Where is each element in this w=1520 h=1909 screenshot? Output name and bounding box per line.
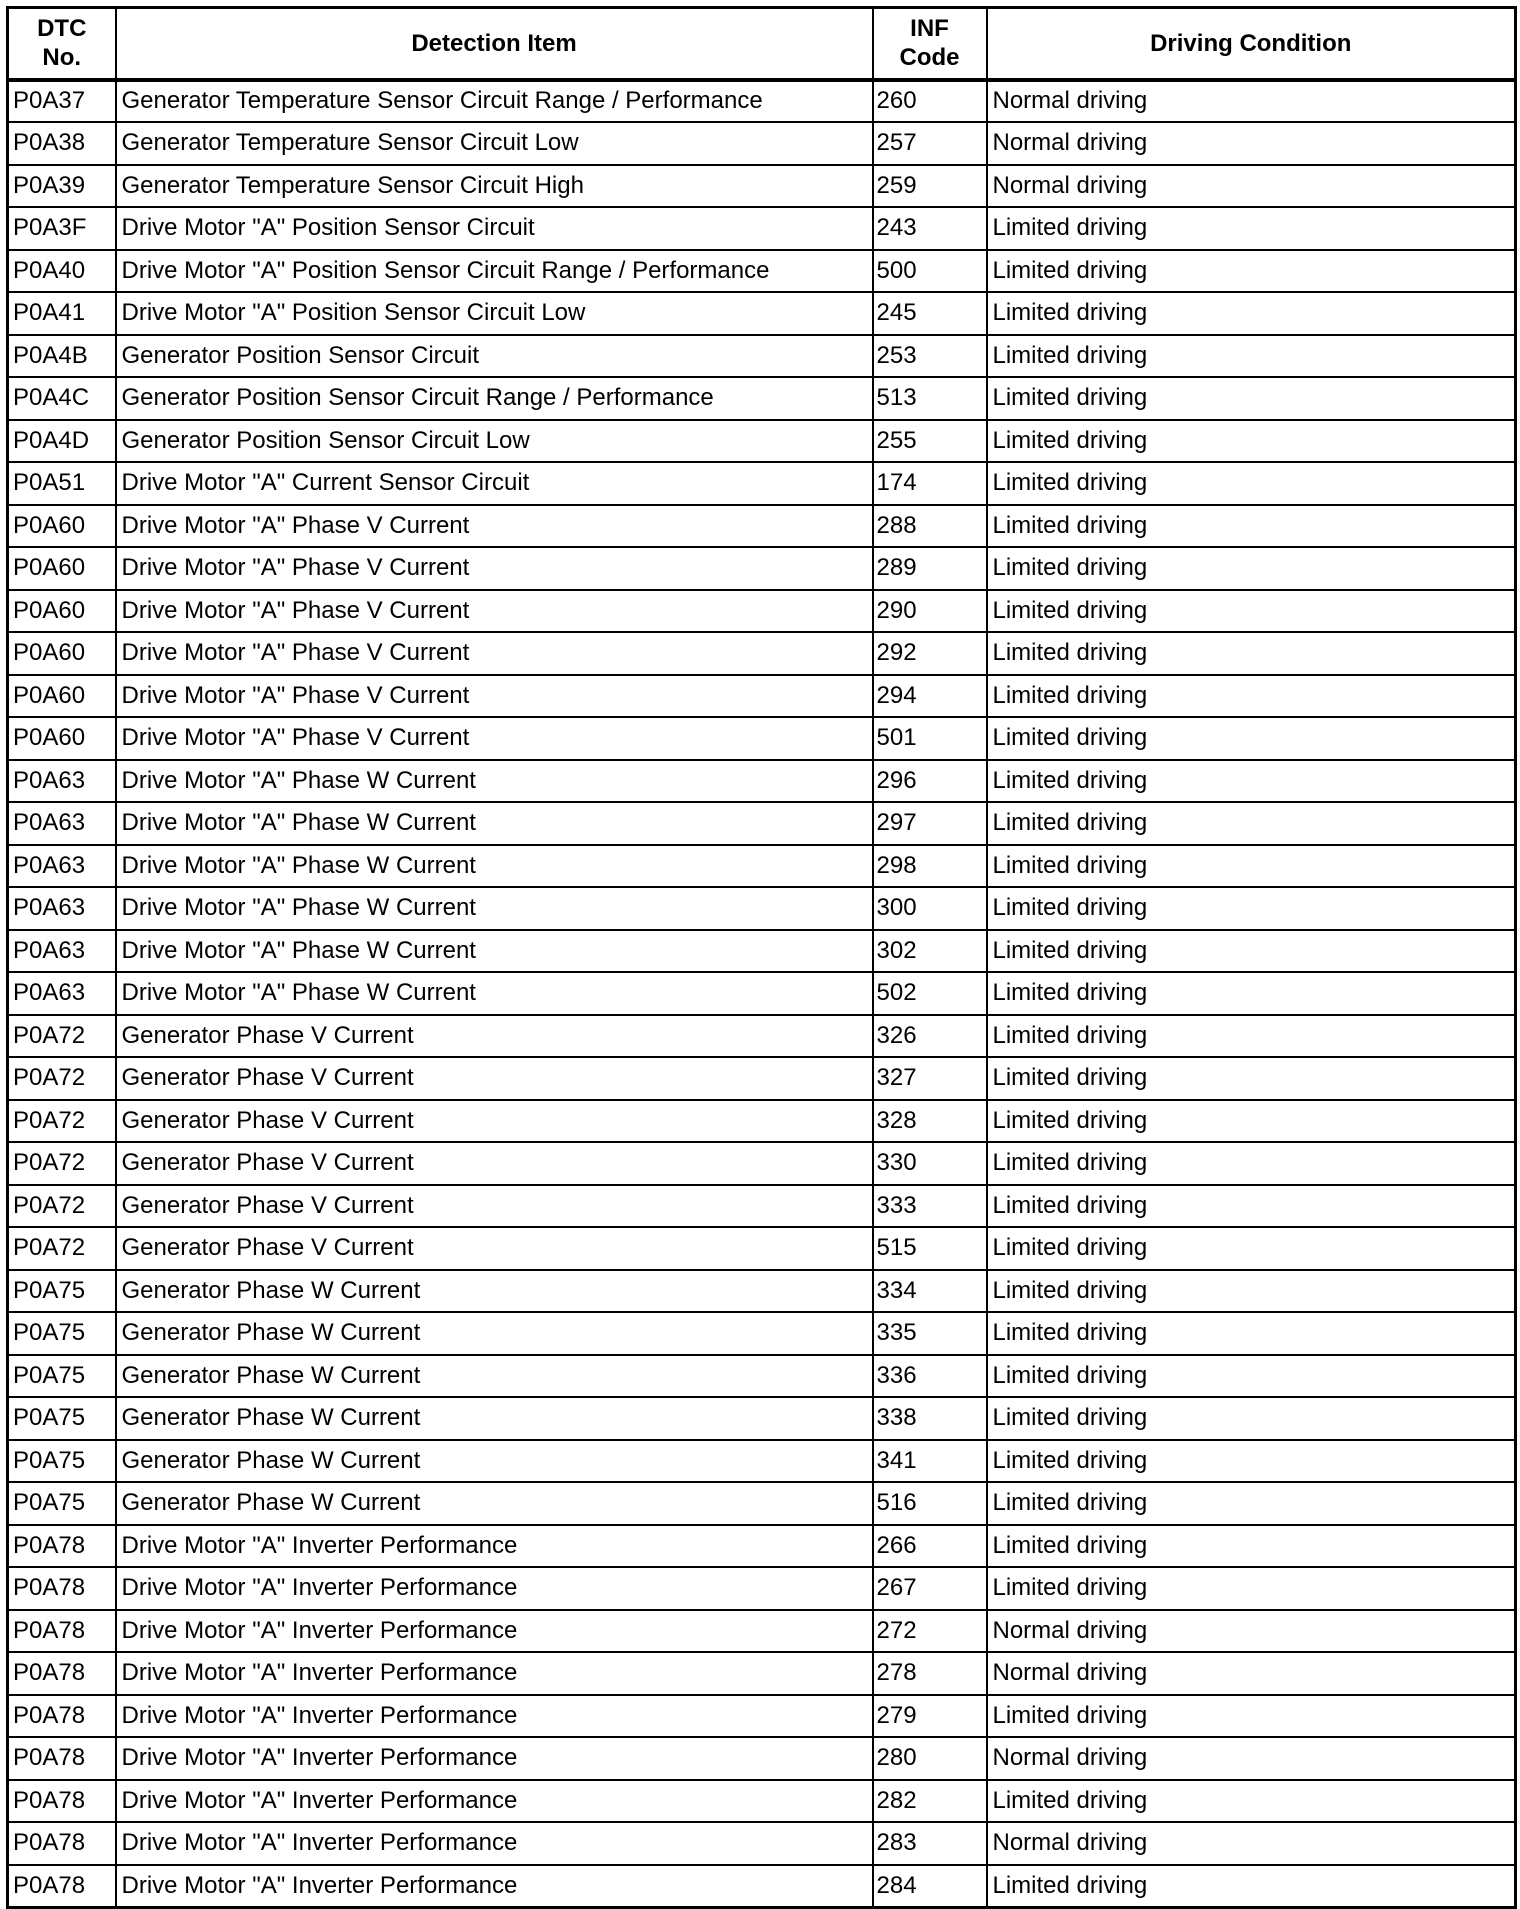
detection-item-cell: Generator Phase V Current: [116, 1142, 873, 1185]
table-row: [8, 505, 1516, 548]
dtc-code-cell: P0A75: [8, 1355, 116, 1398]
table-row: [8, 1142, 1516, 1185]
inf-code-cell: 267: [873, 1567, 987, 1610]
table-row: [8, 1397, 1516, 1440]
detection-item-cell: Drive Motor "A" Inverter Performance: [116, 1567, 873, 1610]
inf-code-cell: 243: [873, 207, 987, 250]
dtc-code-cell: P0A78: [8, 1865, 116, 1908]
driving-condition-cell: Limited driving: [987, 547, 1516, 590]
detection-item-cell: Drive Motor "A" Inverter Performance: [116, 1610, 873, 1653]
detection-item-cell: Drive Motor "A" Inverter Performance: [116, 1865, 873, 1908]
detection-item-cell: Generator Phase W Current: [116, 1482, 873, 1525]
detection-item-cell: Generator Phase V Current: [116, 1185, 873, 1228]
detection-item-cell: Generator Phase V Current: [116, 1227, 873, 1270]
inf-code-cell: 280: [873, 1737, 987, 1780]
driving-condition-cell: Limited driving: [987, 675, 1516, 718]
dtc-code-cell: P0A63: [8, 887, 116, 930]
table-row: [8, 1015, 1516, 1058]
driving-condition-cell: Normal driving: [987, 80, 1516, 123]
table-row: [8, 1312, 1516, 1355]
inf-code-cell: 328: [873, 1100, 987, 1143]
driving-condition-cell: Limited driving: [987, 1865, 1516, 1908]
driving-condition-cell: Limited driving: [987, 887, 1516, 930]
dtc-code-cell: P0A60: [8, 632, 116, 675]
driving-condition-cell: Limited driving: [987, 1482, 1516, 1525]
detection-item-cell: Drive Motor "A" Phase W Current: [116, 972, 873, 1015]
dtc-code-cell: P0A60: [8, 717, 116, 760]
detection-item-cell: Generator Position Sensor Circuit Low: [116, 420, 873, 463]
detection-item-cell: Drive Motor "A" Inverter Performance: [116, 1695, 873, 1738]
table-row: [8, 972, 1516, 1015]
table-row: [8, 1227, 1516, 1270]
table-row: [8, 590, 1516, 633]
dtc-table: [6, 6, 1517, 1909]
detection-item-cell: Drive Motor "A" Phase W Current: [116, 930, 873, 973]
detection-item-cell: Drive Motor "A" Position Sensor Circuit Range / Performance: [116, 250, 873, 293]
dtc-code-cell: P0A63: [8, 760, 116, 803]
driving-condition-cell: Limited driving: [987, 1185, 1516, 1228]
table-row: [8, 462, 1516, 505]
inf-code-cell: 296: [873, 760, 987, 803]
dtc-code-cell: P0A78: [8, 1525, 116, 1568]
detection-item-cell: Drive Motor "A" Phase V Current: [116, 675, 873, 718]
header-dtc-no: [8, 8, 116, 80]
inf-code-cell: 290: [873, 590, 987, 633]
inf-code-cell: 326: [873, 1015, 987, 1058]
driving-condition-cell: Normal driving: [987, 1610, 1516, 1653]
table-row: [8, 1652, 1516, 1695]
dtc-code-cell: P0A41: [8, 292, 116, 335]
inf-code-cell: 260: [873, 80, 987, 123]
driving-condition-cell: Limited driving: [987, 377, 1516, 420]
driving-condition-cell: Limited driving: [987, 1312, 1516, 1355]
inf-code-cell: 272: [873, 1610, 987, 1653]
inf-code-cell: 300: [873, 887, 987, 930]
dtc-code-cell: P0A3F: [8, 207, 116, 250]
header-detection-item: Detection Item: [116, 8, 873, 80]
driving-condition-cell: Limited driving: [987, 462, 1516, 505]
driving-condition-cell: Limited driving: [987, 845, 1516, 888]
detection-item-cell: Drive Motor "A" Phase W Current: [116, 887, 873, 930]
driving-condition-cell: Limited driving: [987, 590, 1516, 633]
dtc-code-cell: P0A63: [8, 972, 116, 1015]
table-row: [8, 207, 1516, 250]
inf-code-cell: 253: [873, 335, 987, 378]
detection-item-cell: Generator Position Sensor Circuit Range / Performance: [116, 377, 873, 420]
detection-item-cell: Drive Motor "A" Current Sensor Circuit: [116, 462, 873, 505]
detection-item-cell: Generator Phase W Current: [116, 1397, 873, 1440]
detection-item-cell: Generator Temperature Sensor Circuit High: [116, 165, 873, 208]
detection-item-cell: Drive Motor "A" Phase V Current: [116, 717, 873, 760]
driving-condition-cell: Limited driving: [987, 1567, 1516, 1610]
inf-code-cell: 500: [873, 250, 987, 293]
table-row: [8, 1780, 1516, 1823]
dtc-code-cell: P0A60: [8, 675, 116, 718]
dtc-code-cell: P0A39: [8, 165, 116, 208]
inf-code-cell: 284: [873, 1865, 987, 1908]
dtc-code-cell: P0A38: [8, 122, 116, 165]
table-row: [8, 930, 1516, 973]
inf-code-cell: 333: [873, 1185, 987, 1228]
dtc-code-cell: P0A4B: [8, 335, 116, 378]
table-row: [8, 1822, 1516, 1865]
dtc-code-cell: P0A75: [8, 1440, 116, 1483]
detection-item-cell: Generator Phase W Current: [116, 1270, 873, 1313]
driving-condition-cell: Limited driving: [987, 717, 1516, 760]
table-row: [8, 1695, 1516, 1738]
driving-condition-cell: Limited driving: [987, 1525, 1516, 1568]
inf-code-cell: 266: [873, 1525, 987, 1568]
dtc-code-cell: P0A63: [8, 802, 116, 845]
dtc-code-cell: P0A72: [8, 1015, 116, 1058]
detection-item-cell: Generator Phase V Current: [116, 1057, 873, 1100]
driving-condition-cell: Limited driving: [987, 420, 1516, 463]
driving-condition-cell: Limited driving: [987, 1695, 1516, 1738]
table-row: [8, 717, 1516, 760]
header-inf-code: [873, 8, 987, 80]
dtc-code-cell: P0A75: [8, 1397, 116, 1440]
driving-condition-cell: Limited driving: [987, 1015, 1516, 1058]
driving-condition-cell: Normal driving: [987, 1822, 1516, 1865]
dtc-code-cell: P0A4C: [8, 377, 116, 420]
inf-code-cell: 255: [873, 420, 987, 463]
table-body: [8, 80, 1516, 1908]
driving-condition-cell: Limited driving: [987, 1100, 1516, 1143]
table-row: [8, 292, 1516, 335]
table-row: [8, 377, 1516, 420]
inf-code-cell: 297: [873, 802, 987, 845]
table-row: [8, 547, 1516, 590]
driving-condition-cell: Limited driving: [987, 1142, 1516, 1185]
dtc-code-cell: P0A78: [8, 1695, 116, 1738]
table-row: [8, 1525, 1516, 1568]
inf-code-cell: 245: [873, 292, 987, 335]
dtc-code-cell: P0A60: [8, 590, 116, 633]
table-row: [8, 760, 1516, 803]
table-row: [8, 802, 1516, 845]
detection-item-cell: Drive Motor "A" Phase V Current: [116, 632, 873, 675]
inf-code-cell: 501: [873, 717, 987, 760]
table-row: [8, 335, 1516, 378]
detection-item-cell: Drive Motor "A" Position Sensor Circuit: [116, 207, 873, 250]
driving-condition-cell: Limited driving: [987, 1397, 1516, 1440]
detection-item-cell: Drive Motor "A" Inverter Performance: [116, 1652, 873, 1695]
dtc-code-cell: P0A63: [8, 930, 116, 973]
driving-condition-cell: Normal driving: [987, 1652, 1516, 1695]
driving-condition-cell: Normal driving: [987, 122, 1516, 165]
table-row: [8, 1185, 1516, 1228]
dtc-code-cell: P0A72: [8, 1227, 116, 1270]
detection-item-cell: Generator Temperature Sensor Circuit Low: [116, 122, 873, 165]
header-inf-code-line1: INF: [910, 15, 949, 43]
detection-item-cell: Generator Phase W Current: [116, 1440, 873, 1483]
dtc-code-cell: P0A72: [8, 1185, 116, 1228]
inf-code-cell: 278: [873, 1652, 987, 1695]
detection-item-cell: Drive Motor "A" Phase W Current: [116, 845, 873, 888]
table-row: [8, 1482, 1516, 1525]
dtc-code-cell: P0A78: [8, 1780, 116, 1823]
driving-condition-cell: Limited driving: [987, 802, 1516, 845]
dtc-code-cell: P0A63: [8, 845, 116, 888]
dtc-code-cell: P0A78: [8, 1567, 116, 1610]
table-row: [8, 1270, 1516, 1313]
table-row: [8, 1610, 1516, 1653]
detection-item-cell: Drive Motor "A" Phase W Current: [116, 802, 873, 845]
driving-condition-cell: Limited driving: [987, 1227, 1516, 1270]
detection-item-cell: Generator Phase W Current: [116, 1355, 873, 1398]
driving-condition-cell: Limited driving: [987, 250, 1516, 293]
inf-code-cell: 335: [873, 1312, 987, 1355]
inf-code-cell: 288: [873, 505, 987, 548]
dtc-code-cell: P0A60: [8, 547, 116, 590]
table-header: [8, 8, 1516, 80]
driving-condition-cell: Limited driving: [987, 1270, 1516, 1313]
driving-condition-cell: Limited driving: [987, 930, 1516, 973]
inf-code-cell: 292: [873, 632, 987, 675]
driving-condition-cell: Limited driving: [987, 1355, 1516, 1398]
header-row: [8, 8, 1516, 80]
header-driving-condition: Driving Condition: [987, 8, 1516, 80]
table-row: [8, 80, 1516, 123]
header-inf-code-line2: Code: [899, 44, 960, 72]
table-row: [8, 420, 1516, 463]
driving-condition-cell: Limited driving: [987, 972, 1516, 1015]
driving-condition-cell: Limited driving: [987, 1780, 1516, 1823]
inf-code-cell: 341: [873, 1440, 987, 1483]
detection-item-cell: Drive Motor "A" Position Sensor Circuit Low: [116, 292, 873, 335]
detection-item-cell: Drive Motor "A" Inverter Performance: [116, 1822, 873, 1865]
header-dtc-no-line2: No.: [42, 44, 82, 72]
detection-item-cell: Drive Motor "A" Phase V Current: [116, 547, 873, 590]
inf-code-cell: 298: [873, 845, 987, 888]
detection-item-cell: Generator Phase W Current: [116, 1312, 873, 1355]
dtc-code-cell: P0A78: [8, 1610, 116, 1653]
inf-code-cell: 336: [873, 1355, 987, 1398]
table-row: [8, 165, 1516, 208]
driving-condition-cell: Limited driving: [987, 1057, 1516, 1100]
dtc-code-cell: P0A72: [8, 1142, 116, 1185]
driving-condition-cell: Limited driving: [987, 335, 1516, 378]
header-dtc-no-line1: DTC: [37, 15, 87, 43]
dtc-code-cell: P0A75: [8, 1482, 116, 1525]
detection-item-cell: Drive Motor "A" Phase V Current: [116, 505, 873, 548]
inf-code-cell: 257: [873, 122, 987, 165]
detection-item-cell: Generator Position Sensor Circuit: [116, 335, 873, 378]
detection-item-cell: Drive Motor "A" Inverter Performance: [116, 1737, 873, 1780]
table-row: [8, 1865, 1516, 1908]
table-row: [8, 1057, 1516, 1100]
inf-code-cell: 327: [873, 1057, 987, 1100]
inf-code-cell: 279: [873, 1695, 987, 1738]
dtc-code-cell: P0A37: [8, 80, 116, 123]
dtc-code-cell: P0A4D: [8, 420, 116, 463]
table-row: [8, 122, 1516, 165]
table-row: [8, 632, 1516, 675]
table-row: [8, 1567, 1516, 1610]
driving-condition-cell: Normal driving: [987, 165, 1516, 208]
dtc-code-cell: P0A60: [8, 505, 116, 548]
dtc-code-cell: P0A78: [8, 1652, 116, 1695]
detection-item-cell: Generator Phase V Current: [116, 1100, 873, 1143]
inf-code-cell: 334: [873, 1270, 987, 1313]
detection-item-cell: Generator Phase V Current: [116, 1015, 873, 1058]
inf-code-cell: 502: [873, 972, 987, 1015]
dtc-code-cell: P0A51: [8, 462, 116, 505]
inf-code-cell: 330: [873, 1142, 987, 1185]
table-row: [8, 1355, 1516, 1398]
table-row: [8, 845, 1516, 888]
driving-condition-cell: Limited driving: [987, 632, 1516, 675]
detection-item-cell: Drive Motor "A" Inverter Performance: [116, 1780, 873, 1823]
inf-code-cell: 174: [873, 462, 987, 505]
driving-condition-cell: Normal driving: [987, 1737, 1516, 1780]
detection-item-cell: Generator Temperature Sensor Circuit Range / Performance: [116, 80, 873, 123]
inf-code-cell: 283: [873, 1822, 987, 1865]
detection-item-cell: Drive Motor "A" Phase W Current: [116, 760, 873, 803]
inf-code-cell: 302: [873, 930, 987, 973]
dtc-code-cell: P0A78: [8, 1737, 116, 1780]
table-row: [8, 1737, 1516, 1780]
detection-item-cell: Drive Motor "A" Phase V Current: [116, 590, 873, 633]
driving-condition-cell: Limited driving: [987, 760, 1516, 803]
inf-code-cell: 282: [873, 1780, 987, 1823]
driving-condition-cell: Limited driving: [987, 207, 1516, 250]
driving-condition-cell: Limited driving: [987, 1440, 1516, 1483]
table-row: [8, 1440, 1516, 1483]
dtc-code-cell: P0A72: [8, 1057, 116, 1100]
dtc-code-cell: P0A78: [8, 1822, 116, 1865]
detection-item-cell: Drive Motor "A" Inverter Performance: [116, 1525, 873, 1568]
inf-code-cell: 516: [873, 1482, 987, 1525]
inf-code-cell: 515: [873, 1227, 987, 1270]
driving-condition-cell: Limited driving: [987, 292, 1516, 335]
inf-code-cell: 294: [873, 675, 987, 718]
dtc-code-cell: P0A40: [8, 250, 116, 293]
table-row: [8, 887, 1516, 930]
inf-code-cell: 513: [873, 377, 987, 420]
dtc-code-cell: P0A75: [8, 1312, 116, 1355]
dtc-code-cell: P0A72: [8, 1100, 116, 1143]
dtc-code-cell: P0A75: [8, 1270, 116, 1313]
driving-condition-cell: Limited driving: [987, 505, 1516, 548]
table-row: [8, 675, 1516, 718]
table-row: [8, 250, 1516, 293]
inf-code-cell: 289: [873, 547, 987, 590]
table-row: [8, 1100, 1516, 1143]
inf-code-cell: 338: [873, 1397, 987, 1440]
inf-code-cell: 259: [873, 165, 987, 208]
